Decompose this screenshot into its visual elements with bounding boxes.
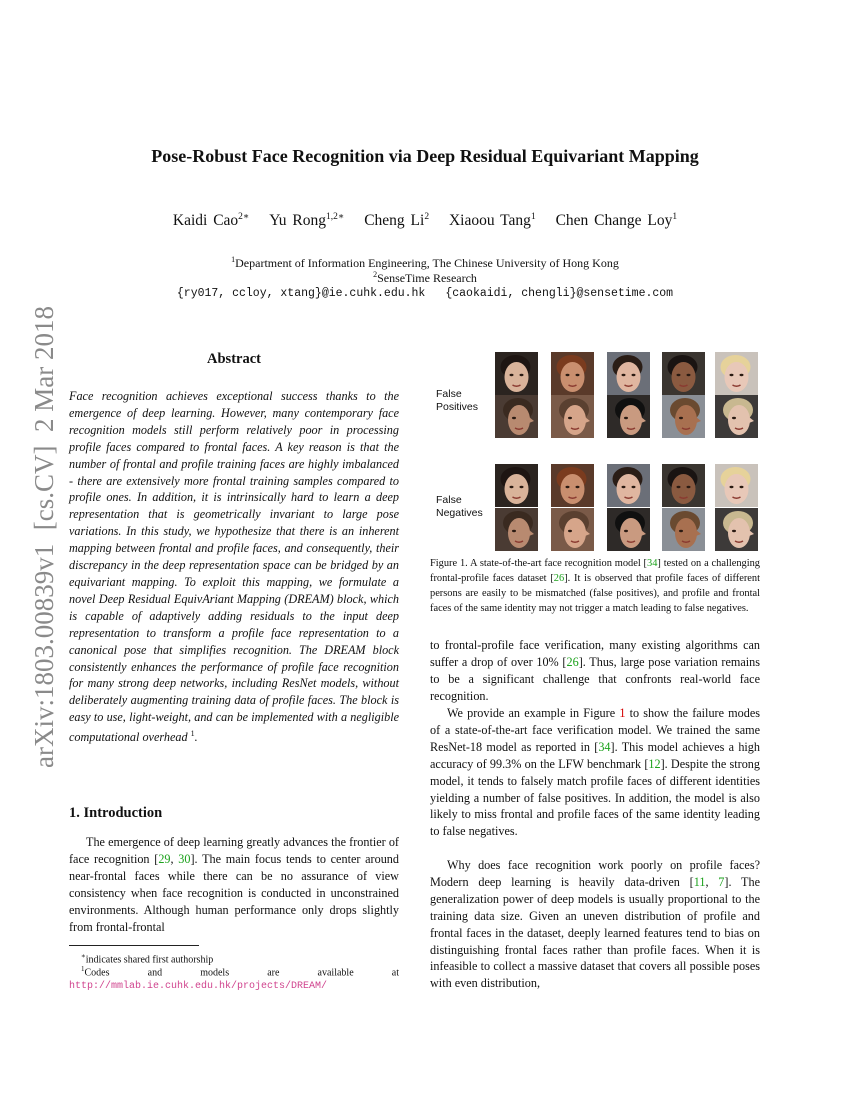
- citation-link[interactable]: 29: [158, 851, 171, 866]
- face-thumbnail: [715, 352, 758, 395]
- email: {ry017, ccloy, xtang}@ie.cuhk.edu.hk: [176, 287, 426, 300]
- citation-link[interactable]: 34: [647, 558, 658, 569]
- paper-title: Pose-Robust Face Recognition via Deep Residual Equivariant Mapping: [151, 146, 699, 166]
- face-thumbnail: [715, 464, 758, 507]
- face-thumbnail: [551, 395, 594, 438]
- body-paragraph: to frontal-profile face verification, many existing algorithms can suffer a drop of over 10% [26]. Thus, large pose variation remains to be a significant challenge that confronts real-world face recognition.: [430, 638, 760, 703]
- face-thumbnail: [495, 464, 538, 507]
- body-paragraph: Why does face recognition work poorly on profile faces? Modern deep learning is heavily data-driven [11, 7]. The generalization power of deep models is usually proportional to the training data size. Given an uneven distribution of profile and frontal faces in the dataset, deeply learned features tend to bias on distinguishing frontal faces rather than profile faces. When it is infeasible to collect a massive dataset that covers all possible poses with even distribution,: [430, 858, 760, 991]
- abstract-body: Face recognition achieves exceptional success thanks to the emergence of deep learning. However, many contemporary face recognition models still perform relatively poor in processing profile faces compared to frontal faces. A key reason is that the number of frontal and profile training faces are highly imbalanced - there are extensively more frontal training samples compared to profile ones. In addition, it is intrinsically hard to learn a deep representation that is geometrically invariant to large pose variations. In this study, we hypothesize that there is an inherent mapping between frontal and profile faces, and consequently, their discrepancy in the deep representation space can be bridged by an equivariant mapping. To exploit this mapping, we formulate a novel Deep Residual EquivAriant Mapping (DREAM) block, which is capable of adaptively adding residuals to the input deep representation to transform a profile face representation to a canonical pose that simplifies recognition. The DREAM block consistently enhances the performance of profile face recognition for many strong deep networks, including ResNet models, without deliberately augmenting training data of profile faces. The block is easy to use, light-weight, and can be implemented with a negligible computational overhead $^1$.: [69, 389, 399, 745]
- face-thumbnail: [715, 508, 758, 551]
- face-thumbnail: [607, 464, 650, 507]
- citation-link[interactable]: 30: [178, 851, 191, 866]
- author: Kaidi Cao$^{2∗}$: [172, 212, 250, 230]
- author: Chen Change Loy$^1$: [555, 212, 678, 230]
- face-thumbnail: [495, 395, 538, 438]
- figure-link[interactable]: 1: [619, 706, 626, 720]
- citation-link[interactable]: 26: [553, 573, 565, 585]
- citation-link[interactable]: 34: [598, 739, 611, 754]
- face-thumbnail: [662, 508, 705, 551]
- face-thumbnail: [662, 395, 705, 438]
- footnote-rule: [69, 945, 199, 946]
- footnote: $^1$Codes and models are available at http://mmlab.ie.cuhk.edu.hk/projects/DREAM/: [69, 965, 399, 993]
- section-heading: 1. Introduction: [69, 805, 163, 821]
- affiliation: $^2$SenseTime Research: [373, 270, 477, 285]
- body-paragraph: We provide an example in Figure 1 to show the failure modes of a state-of-the-art face verification model. We trained the same ResNet-18 model as reported in [34]. This model achieves a high accuracy of 99.3% on the LFW benchmark [12]. Despite the strong model, it tends to falsely match profile faces of different identities yielding a number of false positives. In addition, the model is also likely to miss frontal and profile faces of the same identity leading to false negatives.: [430, 706, 761, 839]
- affiliation: $^1$Department of Information Engineering, The Chinese University of Hong Kong: [231, 255, 619, 270]
- face-thumbnail: [662, 464, 705, 507]
- face-thumbnail: [551, 352, 594, 395]
- arxiv-id: arXiv:1803.00839v1 [cs.CV] 2 Mar 2018: [29, 306, 59, 768]
- author: Xiaoou Tang$^1$: [448, 212, 536, 230]
- false-positives-label: False Positives: [436, 388, 479, 413]
- footnote: ∗indicates shared first authorship: [81, 952, 214, 966]
- face-thumbnail: [607, 508, 650, 551]
- citation-link[interactable]: 7: [718, 874, 725, 889]
- figure-1: [430, 350, 760, 555]
- email: {caokaidi, chengli}@sensetime.com: [445, 287, 674, 300]
- false-negatives-label: False Negatives: [436, 494, 483, 519]
- face-thumbnail: [715, 395, 758, 438]
- face-thumbnail: [551, 508, 594, 551]
- citation-link[interactable]: 11: [693, 874, 706, 889]
- author: Cheng Li$^2$: [364, 212, 430, 230]
- author: Yu Rong$^{1,2∗}$: [269, 212, 345, 230]
- intro-paragraph: The emergence of deep learning greatly advances the frontier of face recognition [29, 30]. The main focus tends to center around near-frontal faces while there can be no assurance of view consistency when face recognition is conducted in unconstrained environments. Although human performance only drops slightly from frontal-frontal: [69, 835, 399, 934]
- abstract-heading: Abstract: [207, 351, 261, 367]
- author-list: [0, 211, 850, 230]
- face-thumbnail: [607, 352, 650, 395]
- footnote-url-link[interactable]: http://mmlab.ie.cuhk.edu.hk/projects/DREAM/: [69, 981, 328, 993]
- face-thumbnail: [551, 464, 594, 507]
- face-thumbnail: [662, 352, 705, 395]
- citation-link[interactable]: 26: [566, 654, 579, 669]
- email-list: [0, 287, 850, 300]
- figure-caption: Figure 1. A state-of-the-art face recognition model [34] tested on a challenging frontal-profile faces dataset [26]. It is observed that profile faces of different persons are easily to be mismatched (false positives), and profile and frontal faces of the same identity may not trigger a match leading to false negatives.: [430, 558, 761, 615]
- face-thumbnail: [495, 352, 538, 395]
- arxiv-sidebar: [20, 300, 64, 770]
- face-thumbnail: [495, 508, 538, 551]
- citation-link[interactable]: 12: [648, 756, 661, 771]
- face-thumbnail: [607, 395, 650, 438]
